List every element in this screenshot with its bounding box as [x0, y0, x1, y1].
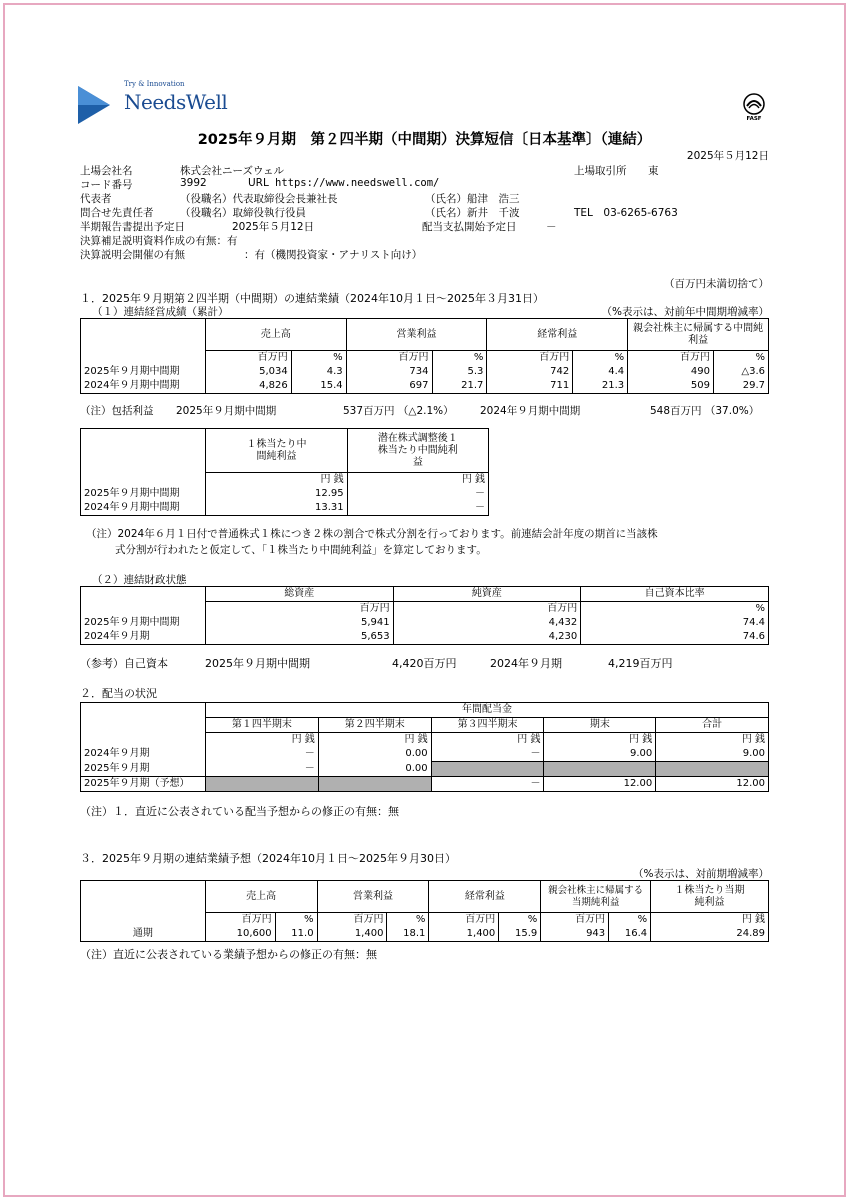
operating-results-table: [80, 318, 769, 394]
code-label: コード番号: [80, 179, 133, 191]
row-label: 通期: [81, 927, 206, 942]
value-cell: 12.95: [206, 487, 347, 501]
unit-cell: %: [714, 351, 769, 366]
value-cell: 5,034: [205, 365, 291, 379]
unit-row-label: [81, 913, 206, 928]
value-cell: －: [347, 501, 488, 516]
header-annual-dividend: 年間配当金: [205, 703, 768, 718]
table-row: [81, 762, 769, 777]
listed-company-label: 上場会社名: [80, 165, 133, 177]
telephone: TEL 03-6265-6763: [574, 207, 678, 219]
unit-cell: 百万円: [205, 602, 393, 617]
unit-row-label: [81, 351, 206, 366]
corner-cell: [81, 718, 206, 733]
section1-subheading: （１）連結経営成績（累計）: [92, 306, 229, 318]
value-cell: 490: [628, 365, 714, 379]
unit-cell: %: [499, 913, 541, 928]
equity-reference-value2: 4,219百万円: [608, 657, 673, 670]
rounding-note: （百万円未満切捨て）: [664, 278, 769, 290]
value-cell: 711: [487, 379, 573, 394]
code-value: 3992: [180, 177, 207, 189]
value-cell: 9.00: [656, 747, 769, 762]
unit-cell: 百万円: [541, 913, 609, 928]
table-row: [81, 616, 769, 630]
header-operating-income: 営業利益: [346, 319, 487, 351]
header-q2-end: 第２四半期末: [318, 718, 431, 733]
equity-reference-value1: 4,420百万円: [392, 657, 457, 670]
exchange-value: 東: [648, 165, 659, 177]
value-cell: －: [431, 777, 544, 792]
value-cell: 16.4: [609, 927, 651, 942]
header-operating-income: 営業利益: [317, 881, 429, 913]
logo-tagline: Try & Innovation: [124, 80, 185, 88]
row-label: 2025年９月期中間期: [81, 365, 206, 379]
report-filing-label: 半期報告書提出予定日: [80, 221, 185, 233]
representative-name: （氏名）船津 浩三: [425, 193, 520, 205]
value-cell: 18.1: [387, 927, 429, 942]
value-cell: △3.6: [714, 365, 769, 379]
value-cell: 21.3: [573, 379, 628, 394]
table-row: [81, 927, 769, 942]
unit-cell: 円 銭: [205, 733, 318, 748]
dividends-table: [80, 702, 769, 792]
row-label: 2024年９月期: [81, 747, 206, 762]
unit-cell: 円 銭: [206, 473, 347, 488]
unit-cell: 円 銭: [656, 733, 769, 748]
corner-cell: [81, 429, 206, 473]
corner-cell: [81, 587, 206, 602]
header-ordinary-income: 経常利益: [487, 319, 628, 351]
financial-position-heading: （２）連結財政状態: [92, 574, 187, 586]
unit-cell: 百万円: [628, 351, 714, 366]
unit-cell: %: [291, 351, 346, 366]
value-cell: 15.4: [291, 379, 346, 394]
table-row: [81, 501, 489, 516]
row-label: 2025年９月期: [81, 762, 206, 777]
row-label: 2024年９月期中間期: [81, 501, 206, 516]
header-eps: １株当たり中間純利益: [206, 429, 347, 473]
value-cell: 742: [487, 365, 573, 379]
representative-title: （役職名）代表取締役会長兼社長: [180, 193, 338, 205]
forecast-percent-note: （%表示は、対前期増減率）: [633, 868, 769, 880]
unit-cell: 百万円: [487, 351, 573, 366]
unit-cell: 百万円: [317, 913, 387, 928]
fasf-label: FASF: [746, 116, 762, 122]
value-cell: 4,230: [393, 630, 581, 645]
blank-cell: [318, 777, 431, 792]
unit-row-label: [81, 602, 206, 617]
contact-label: 問合せ先責任者: [80, 207, 154, 219]
value-cell: －: [431, 747, 544, 762]
unit-cell: 円 銭: [347, 473, 488, 488]
unit-cell: %: [275, 913, 317, 928]
listed-company-value: 株式会社ニーズウェル: [180, 165, 285, 177]
equity-reference-label: （参考）自己資本: [80, 657, 168, 670]
value-cell: 4,826: [205, 379, 291, 394]
comprehensive-income-label: （注）包括利益: [80, 405, 154, 417]
forecast-table: [80, 880, 769, 942]
value-cell: 11.0: [275, 927, 317, 942]
corner-cell: [81, 881, 206, 913]
header-total: 合計: [656, 718, 769, 733]
value-cell: 0.00: [318, 747, 431, 762]
header-q1-end: 第１四半期末: [205, 718, 318, 733]
forecast-heading: ３．2025年９月期の連結業績予想（2024年10月１日～2025年９月30日）: [80, 852, 456, 865]
comprehensive-income-value2: 548百万円 （37.0%）: [650, 405, 760, 417]
fasf-mark: [738, 92, 770, 124]
report-filing-value: 2025年５月12日: [232, 221, 315, 233]
unit-row-label: [81, 733, 206, 748]
table-row: [81, 365, 769, 379]
row-label: 2025年９月期中間期: [81, 487, 206, 501]
unit-cell: 百万円: [205, 913, 275, 928]
dividend-start-value: －: [546, 221, 557, 233]
row-label: 2025年９月期中間期: [81, 616, 206, 630]
header-q3-end: 第３四半期末: [431, 718, 544, 733]
value-cell: 74.4: [581, 616, 769, 630]
value-cell: 5,941: [205, 616, 393, 630]
corner-cell: [81, 319, 206, 351]
value-cell: －: [205, 762, 318, 777]
unit-cell: 円 銭: [651, 913, 769, 928]
dividend-start-label: 配当支払開始予定日: [422, 221, 517, 233]
value-cell: 29.7: [714, 379, 769, 394]
logo-triangle-icon: [78, 86, 110, 124]
blank-cell: [656, 762, 769, 777]
value-cell: 5.3: [432, 365, 487, 379]
header-net-income: 親会社株主に帰属する当期純利益: [541, 881, 651, 913]
row-label: 2024年９月期: [81, 630, 206, 645]
header-diluted-eps: 潜在株式調整後１株当たり中間純利益: [347, 429, 488, 473]
eps-table: [80, 428, 489, 516]
section1-percent-note: （%表示は、対前年中間期増減率）: [601, 306, 769, 318]
contact-name: （氏名）新井 千波: [425, 207, 520, 219]
representative-label: 代表者: [80, 193, 112, 205]
header-eps: １株当たり当期純利益: [651, 881, 769, 913]
value-cell: 0.00: [318, 762, 431, 777]
briefing-value: ：有（機関投資家・アナリスト向け）: [244, 249, 423, 261]
table-row: [81, 379, 769, 394]
blank-cell: [431, 762, 544, 777]
value-cell: 4.3: [291, 365, 346, 379]
value-cell: 4,432: [393, 616, 581, 630]
comprehensive-income-period1: 2025年９月期中間期: [176, 405, 277, 417]
unit-cell: 百万円: [205, 351, 291, 366]
value-cell: 697: [346, 379, 432, 394]
value-cell: 5,653: [205, 630, 393, 645]
comprehensive-income-value1: 537百万円 （△2.1%）: [343, 405, 454, 417]
contact-title: （役職名）取締役執行役員: [180, 207, 306, 219]
dividends-heading: ２．配当の状況: [80, 687, 157, 700]
equity-reference-period2: 2024年９月期: [490, 657, 562, 670]
equity-reference-period1: 2025年９月期中間期: [205, 657, 310, 670]
value-cell: 12.00: [656, 777, 769, 792]
value-cell: －: [347, 487, 488, 501]
unit-row-label: [81, 473, 206, 488]
header-ordinary-income: 経常利益: [429, 881, 541, 913]
report-date: 2025年５月12日: [686, 150, 769, 162]
value-cell: 12.00: [544, 777, 656, 792]
stock-split-note-line2: 式分割が行われたと仮定して、「１株当たり中間純利益」を算定しております。: [115, 544, 487, 556]
unit-cell: %: [609, 913, 651, 928]
stock-split-note-line1: （注）2024年６月１日付で普通株式１株につき２株の割合で株式分割を行っております。前連結会計年度の期首に当該株: [86, 528, 658, 540]
unit-cell: %: [432, 351, 487, 366]
unit-cell: 円 銭: [318, 733, 431, 748]
header-equity-ratio: 自己資本比率: [581, 587, 769, 602]
value-cell: －: [205, 747, 318, 762]
unit-cell: 円 銭: [544, 733, 656, 748]
blank-cell: [544, 762, 656, 777]
unit-cell: 円 銭: [431, 733, 544, 748]
financial-position-table: [80, 586, 769, 645]
comprehensive-income-period2: 2024年９月期中間期: [480, 405, 581, 417]
value-cell: 943: [541, 927, 609, 942]
header-total-assets: 総資産: [205, 587, 393, 602]
dividend-forecast-note: （注）１．直近に公表されている配当予想からの修正の有無：無: [80, 805, 399, 818]
header-sales: 売上高: [205, 319, 346, 351]
forecast-revision-note: （注）直近に公表されている業績予想からの修正の有無：無: [80, 948, 377, 961]
unit-cell: %: [581, 602, 769, 617]
fasf-icon: [738, 92, 770, 116]
header-year-end: 期末: [544, 718, 656, 733]
value-cell: 1,400: [317, 927, 387, 942]
blank-cell: [205, 777, 318, 792]
table-row: [81, 777, 769, 792]
value-cell: 10,600: [205, 927, 275, 942]
value-cell: 15.9: [499, 927, 541, 942]
section1-heading: １．2025年９月期第２四半期（中間期）の連結業績（2024年10月１日～2025年３月31日）: [80, 292, 544, 305]
value-cell: 24.89: [651, 927, 769, 942]
supplementary-material: 決算補足説明資料作成の有無：有: [80, 235, 238, 247]
header-sales: 売上高: [205, 881, 317, 913]
corner-cell: [81, 703, 206, 718]
value-cell: 21.7: [432, 379, 487, 394]
briefing-label: 決算説明会開催の有無: [80, 249, 185, 261]
unit-cell: %: [387, 913, 429, 928]
value-cell: 1,400: [429, 927, 499, 942]
value-cell: 734: [346, 365, 432, 379]
value-cell: 13.31: [206, 501, 347, 516]
table-row: [81, 487, 489, 501]
unit-cell: 百万円: [393, 602, 581, 617]
exchange-label: 上場取引所: [574, 165, 627, 177]
value-cell: 9.00: [544, 747, 656, 762]
company-url[interactable]: https://www.needswell.com/: [275, 177, 440, 189]
unit-cell: 百万円: [346, 351, 432, 366]
unit-cell: %: [573, 351, 628, 366]
value-cell: 4.4: [573, 365, 628, 379]
value-cell: 509: [628, 379, 714, 394]
row-label: 2024年９月期中間期: [81, 379, 206, 394]
company-logo: [78, 80, 238, 126]
header-net-assets: 純資産: [393, 587, 581, 602]
logo-name: NeedsWell: [124, 90, 228, 114]
table-row: [81, 747, 769, 762]
header-net-income: 親会社株主に帰属する中間純利益: [628, 319, 769, 351]
row-label: 2025年９月期（予想）: [81, 777, 206, 792]
unit-cell: 百万円: [429, 913, 499, 928]
value-cell: 74.6: [581, 630, 769, 645]
document-title: 2025年９月期 第２四半期（中間期）決算短信〔日本基準〕（連結）: [197, 132, 652, 148]
url-label: URL: [248, 177, 269, 189]
table-row: [81, 630, 769, 645]
